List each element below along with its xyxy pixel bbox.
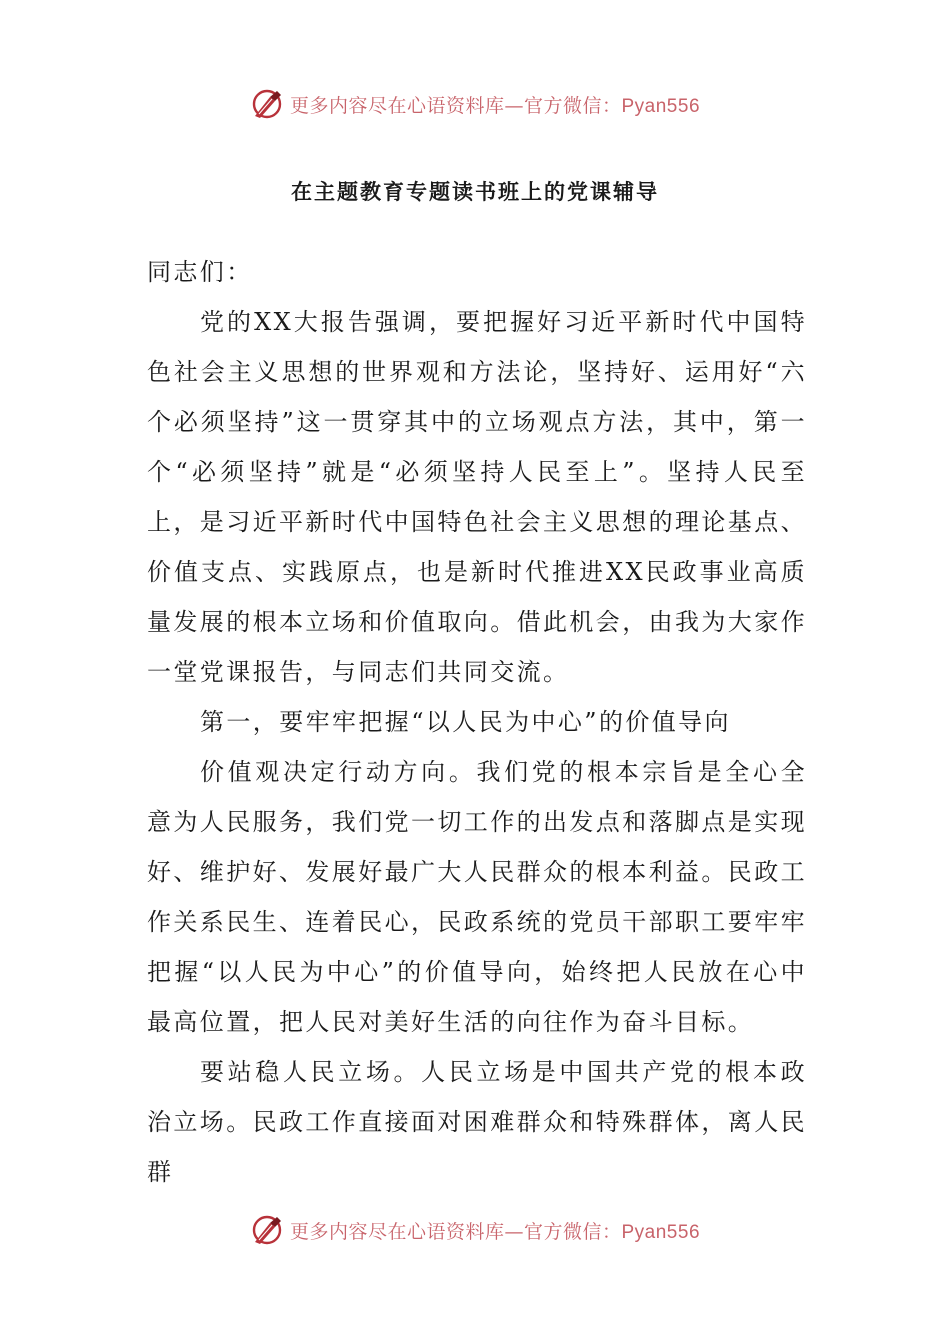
banner-slogan: 更多内容尽在心语资料库 <box>289 94 505 117</box>
footer-banner <box>0 1210 950 1250</box>
banner-text <box>290 1217 700 1244</box>
banner-dash: — <box>504 94 524 117</box>
document-title: 在主题教育专题读书班上的党课辅导 <box>291 180 659 204</box>
footer-banner-content <box>250 1213 700 1247</box>
header-banner-content <box>250 87 700 121</box>
banner-contact-label: 官方微信： <box>523 1220 622 1243</box>
banner-dash: — <box>504 1220 524 1243</box>
fountain-pen-logo-icon <box>250 87 284 121</box>
banner-contact-label: 官方微信： <box>523 94 622 117</box>
paragraph-values: 价值观决定行动方向。我们党的根本宗旨是全心全意为人民服务，我们党一切工作的出发点和落脚点是实现好、维护好、发展好最广大人民群众的根本利益。民政工作关系民生、连着民心，民政系统的党员干部职工要牢牢把握“以人民为中心”的价值导向，始终把人民放在心中最高位置，把人民对美好生活的向往作为奋斗目标。 <box>147 758 807 1036</box>
section-heading-1: 第一，要牢牢把握“以人民为中心”的价值导向 <box>200 708 731 736</box>
document-body <box>147 247 807 1197</box>
fountain-pen-logo-icon <box>250 1213 284 1247</box>
banner-wechat-id: Pyan556 <box>621 95 701 117</box>
banner-wechat-id: Pyan556 <box>621 1221 701 1243</box>
salutation: 同志们： <box>147 258 253 286</box>
paragraph-intro: 党的XX大报告强调，要把握好习近平新时代中国特色社会主义思想的世界观和方法论，坚持好、运用好“六个必须坚持”这一贯穿其中的立场观点方法，其中，第一个“必须坚持”就是“必须坚持人民至上”。坚持人民至上，是习近平新时代中国特色社会主义思想的理论基点、价值支点、实践原点，也是新时代推进XX民政事业高质量发展的根本立场和价值取向。借此机会，由我为大家作一堂党课报告，与同志们共同交流。 <box>147 308 807 686</box>
banner-slogan: 更多内容尽在心语资料库 <box>289 1220 505 1243</box>
header-banner <box>0 84 950 124</box>
banner-text <box>290 91 700 118</box>
paragraph-people-stance: 要站稳人民立场。人民立场是中国共产党的根本政治立场。民政工作直接面对困难群众和特殊群体，离人民群 <box>147 1058 807 1186</box>
